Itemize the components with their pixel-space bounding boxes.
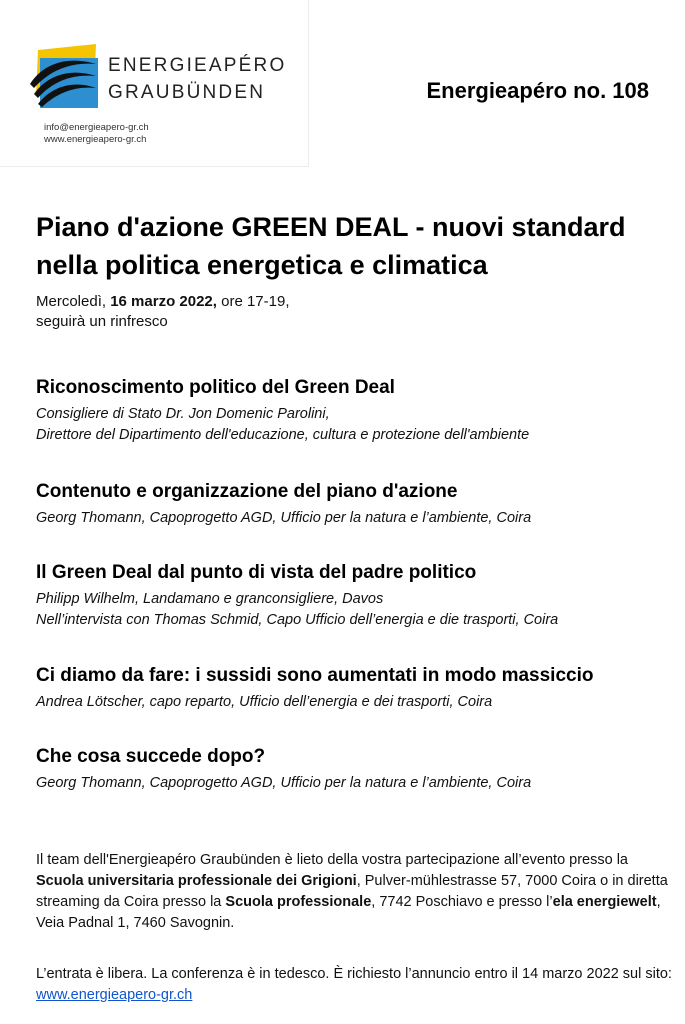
agenda-section-1	[36, 376, 676, 446]
section-title: Contenuto e organizzazione del piano d'azione	[36, 481, 458, 502]
section-title: Ci diamo da fare: i sussidi sono aumentati in modo massiccio	[36, 665, 594, 686]
agenda-section-5	[36, 745, 676, 794]
energieapero-logo-icon	[30, 44, 102, 108]
speaker-line: Andrea Lötscher, capo reparto, Ufficio dell’energia e dei trasporti, Coira	[36, 694, 493, 710]
venue-paragraph	[36, 850, 676, 934]
issue-number: Energieapéro no. 108	[426, 78, 649, 103]
venue-bold: Scuola universitaria professionale dei Grigioni	[36, 873, 357, 889]
venue-bold: ela energiewelt	[552, 894, 657, 910]
header-logo-box	[0, 0, 308, 166]
speaker-line: Direttore del Dipartimento dell'educazione, cultura e protezione dell'ambiente	[36, 427, 530, 443]
date-line2: seguirà un rinfresco	[36, 313, 168, 330]
logo-text-line2: GRAUBÜNDEN	[108, 82, 266, 103]
venue-bold: Scuola professionale	[225, 894, 372, 910]
speaker-line: Georg Thomann, Capoprogetto AGD, Ufficio per la natura e l’ambiente, Coira	[36, 510, 532, 526]
speaker-line: Georg Thomann, Capoprogetto AGD, Ufficio per la natura e l’ambiente, Coira	[36, 775, 532, 791]
registration-text: L’entrata è libera. La conferenza è in tedesco. È richiesto l’annuncio entro il 14 marzo 2022 sul sito:	[36, 966, 672, 982]
event-title: Piano d'azione GREEN DEAL - nuovi standard nella politica energetica e climatica	[36, 212, 626, 280]
venue-text: , 7742 Poschiavo e presso l’	[371, 894, 553, 910]
registration-paragraph	[36, 964, 676, 1006]
agenda-section-3	[36, 561, 676, 631]
section-title: Riconoscimento politico del Green Deal	[36, 377, 395, 398]
speaker-line: Consigliere di Stato Dr. Jon Domenic Parolini,	[36, 406, 330, 422]
contact-website: www.energieapero-gr.ch	[44, 134, 147, 145]
website-link[interactable]: www.energieapero-gr.ch	[36, 987, 193, 1003]
venue-text: , Veia Padnal 1, 7460 Savognin.	[36, 894, 661, 931]
venue-text: Il team dell'Energieapéro Graubünden è lieto della vostra partecipazione all’evento presso la	[36, 852, 628, 868]
logo-text-line1: ENERGIEAPÉRO	[108, 55, 287, 76]
agenda-section-2	[36, 480, 676, 529]
venue-text: , Pulver-mühlestrasse 57, 7000 Coira o in diretta streaming da Coira presso la	[36, 873, 668, 910]
date-prefix: Mercoledì,	[36, 293, 111, 310]
section-title: Il Green Deal dal punto di vista del padre politico	[36, 562, 477, 583]
date-bold: 16 marzo 2022,	[110, 293, 217, 310]
agenda-section-4	[36, 664, 676, 713]
event-date	[36, 292, 290, 332]
speaker-line: Philipp Wilhelm, Landamano e granconsigliere, Davos	[36, 591, 384, 607]
date-suffix: ore 17-19,	[216, 293, 290, 310]
contact-email: info@energieapero-gr.ch	[44, 122, 149, 133]
speaker-line: Nell’intervista con Thomas Schmid, Capo Ufficio dell’energia e die trasporti, Coira	[36, 612, 559, 628]
section-title: Che cosa succede dopo?	[36, 746, 266, 767]
